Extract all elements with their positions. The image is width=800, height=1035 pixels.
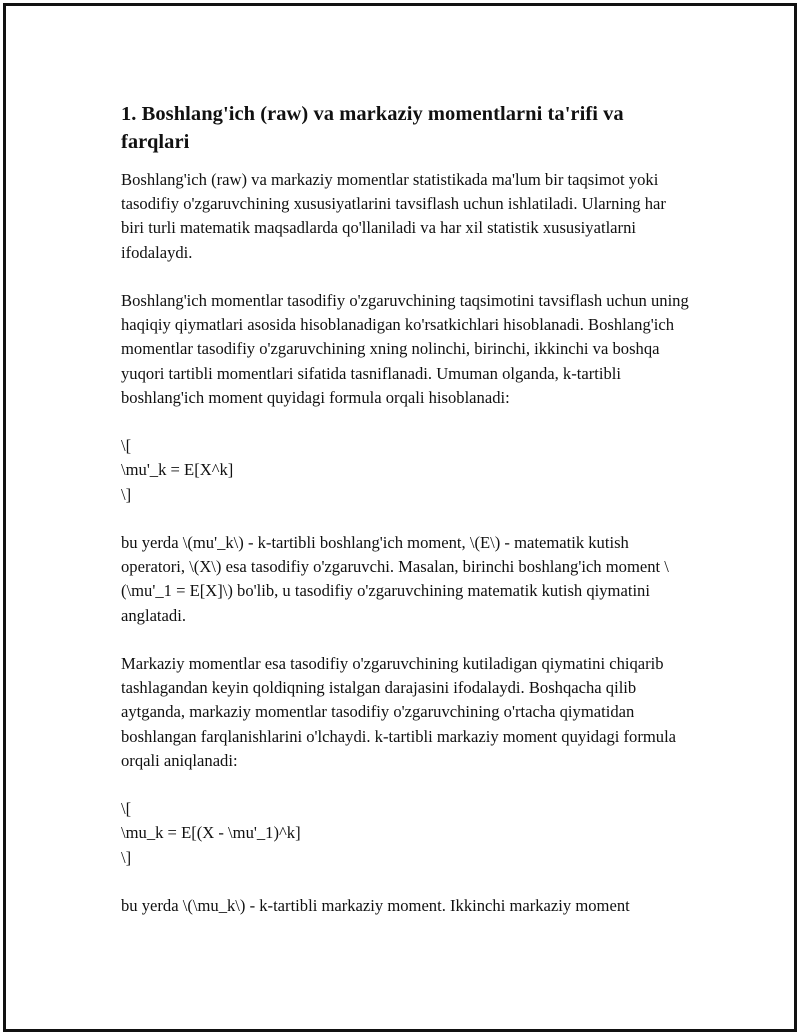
paragraph-central-moments: Markaziy momentlar esa tasodifiy o'zgaruvchining kutiladigan qiymatini chiqarib tashlagandan keyin qoldiqning istalgan darajasini ifodalaydi. Boshqacha qilib aytganda, markaziy momentlar tasodifiy o'zgaruvchining o'rtacha qiymatidan boshlangan farqlanishlarini o'lchaydi. k-tartibli markaziy moment quyidagi formula orqali aniqlanadi:	[121, 654, 677, 770]
page-frame	[3, 3, 797, 1032]
formula-raw-moment	[121, 434, 693, 507]
formula-open: \[	[121, 799, 132, 819]
formula-body: \mu_k = E[(X - \mu'_1)^k]	[121, 823, 301, 843]
paragraph-central-moment-explanation: bu yerda \(\mu_k\) - k-tartibli markaziy moment. Ikkinchi markaziy moment	[121, 896, 630, 915]
paragraph-raw-moments: Boshlang'ich momentlar tasodifiy o'zgaruvchining taqsimotini tavsiflash uchun uning haqiqiy qiymatlari asosida hisoblanadigan ko'rsatkichlari hisoblanadi. Boshlang'ich momentlar tasodifiy o'zgaruvchining xning nolinchi, birinchi, ikkinchi va boshqa yuqori tartibli momentlari sifatida tasniflanadi. Umuman olganda, k-tartibli boshlang'ich moment quyidagi formula orqali hisoblanadi:	[121, 291, 689, 407]
formula-close: \]	[121, 484, 132, 504]
paragraph-raw-moment-explanation: bu yerda \(mu'_k\) - k-tartibli boshlang'ich moment, \(E\) - matematik kutish operatori, \(X\) esa tasodifiy o'zgaruvchi. Masalan, birinchi boshlang'ich moment \(\mu'_1 = E[X]\) bo'lib, u tasodifiy o'zgaruvchining matematik kutish qiymatini anglatadi.	[121, 533, 669, 625]
formula-close: \]	[121, 847, 132, 867]
document-body	[121, 100, 693, 942]
formula-body: \mu'_k = E[X^k]	[121, 460, 234, 480]
formula-central-moment	[121, 797, 693, 870]
section-heading: 1. Boshlang'ich (raw) va markaziy momentlarni ta'rifi va farqlari	[121, 103, 624, 153]
paragraph-intro: Boshlang'ich (raw) va markaziy momentlar statistikada ma'lum bir taqsimot yoki tasodifiy o'zgaruvchining xususiyatlarini tavsiflash uchun ishlatiladi. Ularning har biri turli matematik maqsadlarda qo'llaniladi va har xil statistik xususiyatlarni ifodalaydi.	[121, 170, 666, 262]
formula-open: \[	[121, 436, 132, 456]
